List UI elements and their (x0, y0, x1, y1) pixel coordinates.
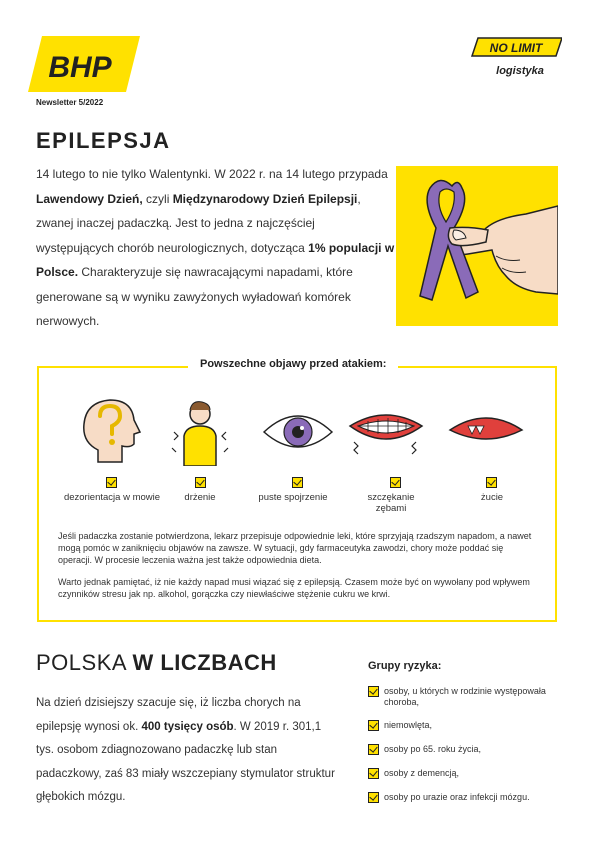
stats-title-light: POLSKA (36, 650, 133, 675)
intro-part: 14 lutego to nie tylko Walentynki. W 2022 r. na 14 lutego przypada (36, 167, 388, 181)
risk-item-label: niemowlęta, (384, 720, 433, 730)
checkbox-icon (195, 477, 206, 488)
symptom-label: dezorientacja w mowie (63, 492, 161, 503)
eye-icon (258, 396, 338, 466)
brand-text: BHP (48, 51, 112, 84)
intro-part: czyli (142, 191, 173, 206)
intro-part-bold: Międzynarodowy Dzień Epilepsji (172, 191, 358, 206)
logistyka-text: logistyka (496, 65, 544, 77)
no-limit-text: NO LIMIT (489, 41, 543, 55)
intro-part-bold: Lawendowy Dzień, (36, 191, 143, 206)
checkbox-icon (390, 477, 401, 488)
risk-item-label: osoby, u których w rodzinie występowała choroba, (384, 686, 546, 707)
intro-part-bold: 1% populacji w Polsce. (36, 240, 395, 279)
stats-part: . W 2019 r. 301,1 tys. osobom zdiagnozowano padaczkę lub stan padaczkowy, zaś 83 miały wszczepiany stymulator struktur głębokich mózgu. (36, 720, 335, 803)
purple-ribbon-hand-illustration (396, 166, 558, 326)
trembling-person-icon (160, 396, 240, 466)
symptoms-title: Powszechne objawy przed atakiem: (188, 358, 398, 370)
symptom-label: żucie (480, 492, 504, 503)
checkbox-icon (368, 720, 379, 731)
stats-part-bold: 400 tysięcy osób (141, 720, 234, 733)
checkbox-icon (106, 477, 117, 488)
checkbox-icon (368, 792, 379, 803)
risk-item (368, 686, 568, 708)
stats-title-bold: W LICZBACH (132, 650, 277, 675)
symptoms-paragraph-2: Warto jednak pamiętać, iż nie każdy napad musi wiązać się z epilepsją. Czasem może być on wywołany pod wpływem czynników stresu jak np. alkohol, gorączka czy niewłaściwe stężenie cukru we krwi. (58, 577, 530, 599)
newsletter-issue: Newsletter 5/2022 (36, 98, 104, 107)
checkbox-icon (368, 744, 379, 755)
symptom-label: drżenie (184, 492, 216, 503)
stats-part: Na dzień dzisiejszy szacuje się, iż liczba chorych na epilepsję wynosi ok. (36, 697, 301, 733)
risk-item-label: osoby po 65. roku życia, (384, 744, 482, 754)
checkbox-icon (292, 477, 303, 488)
risk-groups-title: Grupy ryzyka: (368, 660, 442, 672)
biting-lip-icon (446, 396, 526, 466)
symptom-label: puste spojrzenie (258, 492, 328, 503)
intro-part: , zwanej inaczej padaczką. Jest to jedna z najczęściej występujących chorób neurologicznych, dotycząca (36, 191, 361, 255)
checkbox-icon (368, 686, 379, 697)
head-question-icon (74, 396, 154, 466)
stats-title (36, 650, 277, 676)
bhp-logo (28, 36, 140, 92)
risk-item-label: osoby po urazie oraz infekcji mózgu. (384, 792, 530, 802)
checkbox-icon (486, 477, 497, 488)
symptoms-paragraph-1: Jeśli padaczka zostanie potwierdzona, lekarz przepisuje odpowiednie leki, które sprzyjają rzadszym napadom, a nawet mogą pomóc w zaniknięciu objawów na zawsze. W sytuacji, gdy farmaceutyka zawodzi, chory może poddać się operacji. W procesie leczenia ważna jest także odpowiednia dieta. (58, 531, 532, 565)
intro-part: Charakteryzuje się nawracającymi napadami, które generowane są w wyniku zawyżonych wyładowań komórek nerwowych. (36, 265, 353, 328)
risk-item (368, 792, 568, 803)
symptom-label: szczękanie zębami (367, 492, 415, 514)
intro-paragraph (36, 162, 396, 334)
stats-paragraph (36, 692, 336, 810)
risk-item (368, 744, 568, 755)
risk-item (368, 720, 568, 731)
clenched-teeth-icon (346, 396, 426, 466)
risk-item-label: osoby z demencją, (384, 768, 460, 778)
checkbox-icon (368, 768, 379, 779)
page-title: EPILEPSJA (36, 128, 171, 153)
risk-item (368, 768, 568, 779)
no-limit-logo (466, 34, 562, 84)
